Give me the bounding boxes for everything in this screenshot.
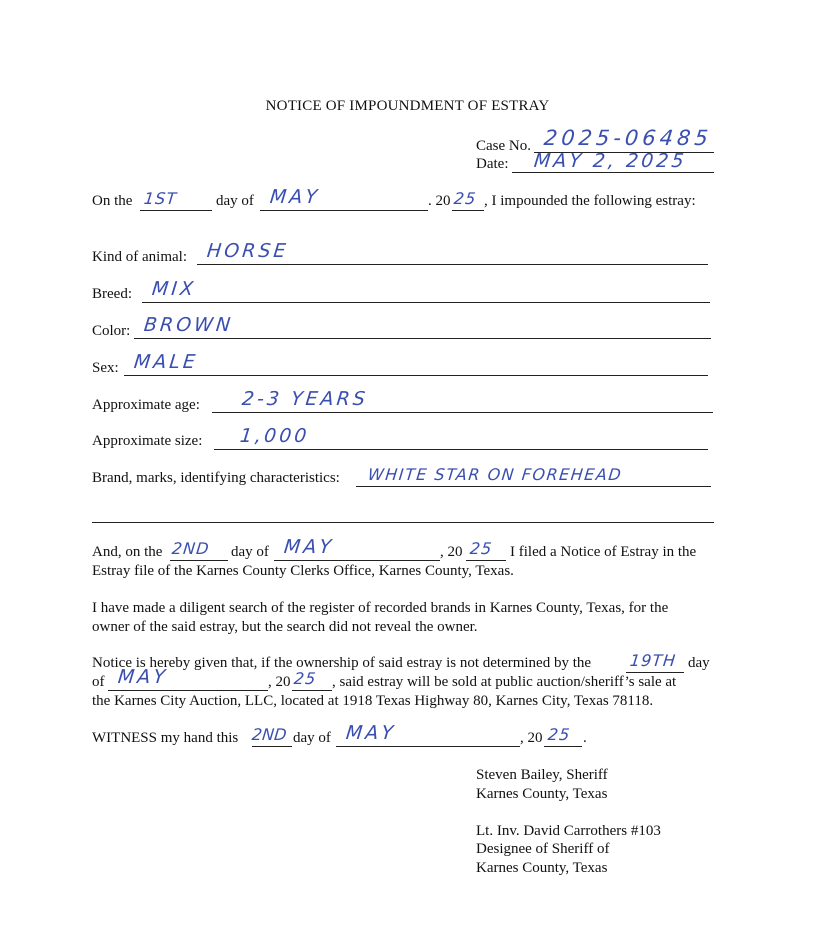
impound-year-field <box>452 188 484 211</box>
filed-year-prefix: , 20 <box>440 544 463 560</box>
notice-day-value: 19TH <box>629 651 678 670</box>
impound-suffix-text: , I impounded the following estray: <box>484 193 696 209</box>
notice-line-2-suffix: , said estray will be sold at public auction/sheriff’s sale at <box>332 674 677 690</box>
notice-line-1: Notice is hereby given that, if the ownership of said estray is not determined by the <box>92 655 592 671</box>
sheriff-county: Karnes County, Texas <box>476 786 608 802</box>
witness-year-prefix: , 20 <box>520 730 543 746</box>
filed-suffix-text: I filed a Notice of Estray in the <box>510 544 697 560</box>
witness-month-field <box>336 724 520 747</box>
designee-name: Lt. Inv. David Carrothers #103 <box>476 823 661 839</box>
witness-month-value: MAY <box>344 722 398 744</box>
witness-year-field <box>544 724 582 747</box>
impound-year-value: 25 <box>453 189 478 208</box>
age-value: 2-3 YEARS <box>240 388 370 410</box>
search-paragraph-line-2: owner of the said estray, but the search did not reveal the owner. <box>92 619 478 635</box>
witness-prefix: WITNESS my hand this <box>92 730 239 746</box>
color-label: Color: <box>92 323 131 339</box>
filed-day-of-text: day of <box>231 544 269 560</box>
designee-title: Designee of Sheriff of <box>476 841 610 857</box>
witness-end-punct: . <box>583 730 587 746</box>
size-label: Approximate size: <box>92 433 203 449</box>
witness-year-value: 25 <box>547 725 572 744</box>
brand-marks-field <box>356 464 711 487</box>
size-field <box>214 427 708 450</box>
brand-marks-value: WHITE STAR ON FOREHEAD <box>367 465 624 484</box>
case-number-label: Case No. <box>476 138 531 154</box>
filed-month-field <box>274 538 440 561</box>
breed-label: Breed: <box>92 286 132 302</box>
sex-field <box>124 353 708 376</box>
breed-value: MIX <box>150 278 198 300</box>
sheriff-name: Steven Bailey, Sheriff <box>476 767 608 783</box>
notice-year-prefix: , 20 <box>268 674 291 690</box>
age-label: Approximate age: <box>92 397 200 413</box>
date-label: Date: <box>476 156 509 172</box>
date-field <box>512 150 714 173</box>
color-field <box>134 316 711 339</box>
brand-marks-continuation-line <box>92 500 714 523</box>
filed-month-value: MAY <box>282 536 336 558</box>
impound-day-field <box>140 188 212 211</box>
notice-of-word: of <box>92 674 105 690</box>
witness-day-field <box>252 724 292 747</box>
impound-day-value: 1ST <box>143 189 179 208</box>
notice-month-field <box>108 668 268 691</box>
witness-day-value: 2ND <box>251 725 288 744</box>
sex-label: Sex: <box>92 360 119 376</box>
kind-of-animal-value: HORSE <box>205 240 290 262</box>
notice-year-value: 25 <box>293 669 318 688</box>
size-value: 1,000 <box>238 425 311 447</box>
filed-day-value: 2ND <box>171 539 211 558</box>
notice-day-word: day <box>688 655 710 671</box>
search-paragraph-line-1: I have made a diligent search of the register of recorded brands in Karnes County, Texas, for the <box>92 600 669 616</box>
filed-year-field <box>466 538 506 561</box>
case-number-value: 2025-06485 <box>542 126 714 150</box>
filed-line-2: Estray file of the Karnes County Clerks Office, Karnes County, Texas. <box>92 563 514 579</box>
impound-on-the-text: On the <box>92 193 133 209</box>
brand-marks-label: Brand, marks, identifying characteristics: <box>92 470 340 486</box>
date-value: MAY 2, 2025 <box>532 150 688 172</box>
filed-and-on-the-text: And, on the <box>92 544 163 560</box>
sex-value: MALE <box>132 351 200 373</box>
kind-of-animal-label: Kind of animal: <box>92 249 187 265</box>
color-value: BROWN <box>142 314 235 336</box>
kind-of-animal-field <box>197 242 708 265</box>
document-title: NOTICE OF IMPOUNDMENT OF ESTRAY <box>265 98 550 114</box>
notice-month-value: MAY <box>116 666 170 688</box>
impound-month-value: MAY <box>268 186 322 208</box>
impound-day-of-text: day of <box>216 193 254 209</box>
notice-line-3: the Karnes City Auction, LLC, located at 1918 Texas Highway 80, Karnes City, Texas 78118. <box>92 693 654 709</box>
notice-day-field <box>626 650 684 673</box>
filed-day-field <box>170 538 228 561</box>
filed-year-value: 25 <box>469 539 494 558</box>
breed-field <box>142 280 710 303</box>
age-field <box>212 390 713 413</box>
impound-month-field <box>260 188 428 211</box>
impound-year-prefix: . 20 <box>428 193 451 209</box>
notice-year-field <box>292 668 332 691</box>
designee-county: Karnes County, Texas <box>476 860 608 876</box>
witness-day-of-text: day of <box>293 730 331 746</box>
